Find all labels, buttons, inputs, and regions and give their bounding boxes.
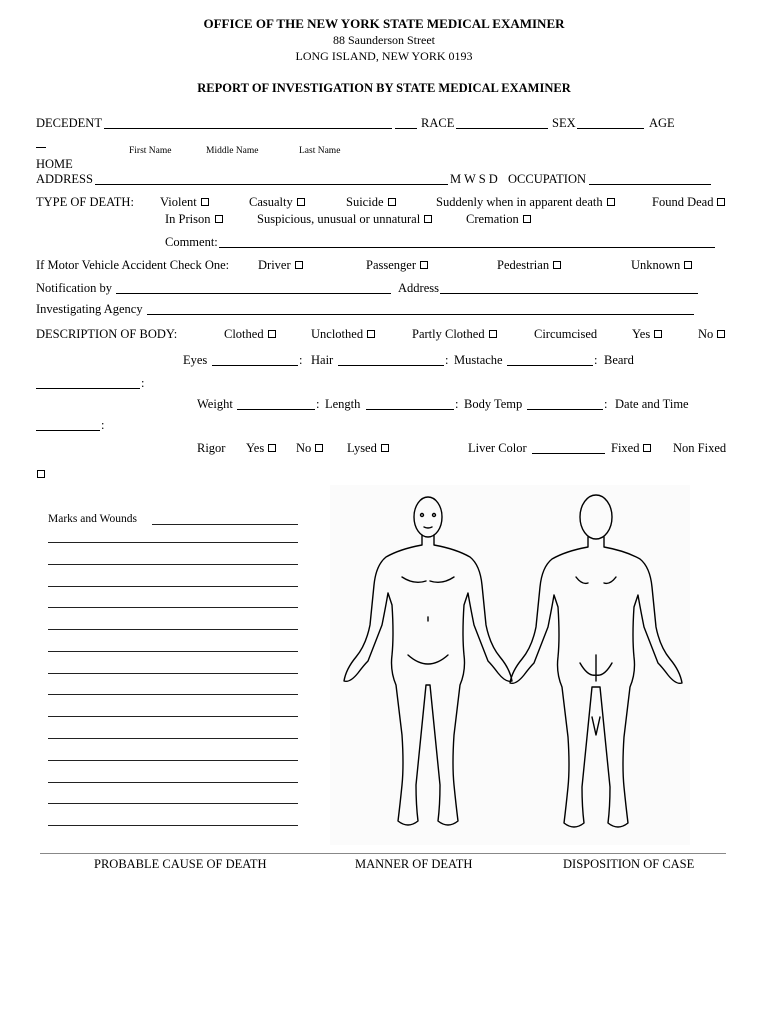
marks-line-0[interactable]: [152, 524, 298, 525]
circumcised-yes-option[interactable]: [632, 328, 662, 341]
lysed-checkbox[interactable]: [381, 444, 389, 452]
passenger-checkbox[interactable]: [420, 261, 428, 269]
body-temp-colon: :: [604, 397, 608, 411]
circumcised-no-label: No: [698, 327, 714, 341]
beard-label: Beard: [604, 353, 634, 367]
weight-colon: :: [316, 397, 320, 411]
marks-line-8[interactable]: [48, 694, 298, 695]
decedent-label: DECEDENT: [36, 116, 102, 130]
marks-line-6[interactable]: [48, 651, 298, 652]
office-city: LONG ISLAND, NEW YORK 0193: [295, 49, 473, 63]
body-diagram: [330, 485, 690, 845]
eyes-field[interactable]: [212, 365, 298, 366]
suicide-label: Suicide: [346, 195, 384, 209]
suddenly-option[interactable]: [436, 196, 615, 209]
circumcised-yes-label: Yes: [632, 327, 651, 341]
violent-checkbox[interactable]: [201, 198, 209, 206]
clothed-option[interactable]: [224, 328, 276, 341]
hair-field[interactable]: [338, 365, 444, 366]
suddenly-label: Suddenly when in apparent death: [436, 195, 603, 209]
passenger-label: Passenger: [366, 258, 416, 272]
mustache-field[interactable]: [507, 365, 593, 366]
circumcised-yes-checkbox[interactable]: [654, 330, 662, 338]
length-colon: :: [455, 397, 459, 411]
partly-clothed-checkbox[interactable]: [489, 330, 497, 338]
marks-line-5[interactable]: [48, 629, 298, 630]
race-field[interactable]: [456, 128, 548, 129]
suspicious-option[interactable]: [257, 213, 432, 226]
manner-of-death-label: MANNER OF DEATH: [355, 857, 473, 871]
circumcised-no-checkbox[interactable]: [717, 330, 725, 338]
found-dead-checkbox[interactable]: [717, 198, 725, 206]
fixed-checkbox[interactable]: [643, 444, 651, 452]
hair-colon: :: [445, 353, 449, 367]
liver-color-label: Liver Color: [468, 441, 527, 455]
cremation-option[interactable]: [466, 213, 531, 226]
marks-line-9[interactable]: [48, 716, 298, 717]
race-label: RACE: [421, 116, 455, 130]
fixed-option[interactable]: [611, 442, 651, 455]
diagram-background: [330, 485, 690, 845]
marks-line-3[interactable]: [48, 586, 298, 587]
unknown-option[interactable]: [631, 259, 692, 272]
hair-label: Hair: [311, 353, 334, 367]
circumcised-no-option[interactable]: [698, 328, 725, 341]
pedestrian-checkbox[interactable]: [553, 261, 561, 269]
office-street: 88 Saunderson Street: [333, 33, 435, 47]
marks-line-4[interactable]: [48, 607, 298, 608]
liver-color-field[interactable]: [532, 453, 605, 454]
occupation-label: OCCUPATION: [508, 172, 587, 186]
passenger-option[interactable]: [366, 259, 428, 272]
partly-clothed-option[interactable]: [412, 328, 497, 341]
clothed-checkbox[interactable]: [268, 330, 276, 338]
length-field[interactable]: [366, 409, 454, 410]
footer-divider: [40, 853, 726, 854]
length-label: Length: [325, 397, 361, 411]
comment-field[interactable]: [219, 247, 715, 248]
motor-vehicle-label: If Motor Vehicle Accident Check One:: [36, 258, 230, 272]
suddenly-checkbox[interactable]: [607, 198, 615, 206]
lysed-option[interactable]: [347, 442, 389, 455]
description-of-body-label: DESCRIPTION OF BODY:: [36, 327, 178, 341]
cremation-label: Cremation: [466, 212, 519, 226]
marks-line-1[interactable]: [48, 542, 298, 543]
rigor-yes-label: Yes: [246, 441, 265, 455]
violent-option[interactable]: [160, 196, 209, 209]
eyes-label: Eyes: [183, 353, 208, 367]
first-name-caption: First Name: [129, 146, 172, 156]
last-name-caption: Last Name: [299, 146, 341, 156]
non-fixed-checkbox[interactable]: [37, 470, 45, 478]
cremation-checkbox[interactable]: [523, 215, 531, 223]
in-prison-option[interactable]: [165, 213, 223, 226]
beard-colon: :: [141, 376, 145, 390]
found-dead-label: Found Dead: [652, 195, 714, 209]
pedestrian-option[interactable]: [497, 259, 561, 272]
driver-option[interactable]: [258, 259, 303, 272]
agency-label: Investigating Agency: [36, 302, 143, 316]
age-label: AGE: [649, 116, 675, 130]
date-time-label: Date and Time: [615, 397, 689, 411]
unclothed-checkbox[interactable]: [367, 330, 375, 338]
found-dead-option[interactable]: [652, 196, 725, 209]
casualty-label: Casualty: [249, 195, 293, 209]
unclothed-option[interactable]: [311, 328, 375, 341]
marks-line-10[interactable]: [48, 738, 298, 739]
rigor-label: Rigor: [197, 441, 226, 455]
non-fixed-label: Non Fixed: [673, 441, 727, 455]
occupation-field[interactable]: [589, 184, 711, 185]
marks-line-7[interactable]: [48, 673, 298, 674]
marital-status[interactable]: M W S D: [450, 172, 498, 186]
address-label: ADDRESS: [36, 172, 93, 186]
age-field[interactable]: [36, 147, 46, 148]
comment-label: Comment:: [165, 235, 218, 249]
mustache-colon: :: [594, 353, 598, 367]
date-time-colon: :: [101, 418, 105, 432]
casualty-option[interactable]: [249, 196, 305, 209]
notification-by-label: Notification by: [36, 281, 113, 295]
in-prison-label: In Prison: [165, 212, 211, 226]
unclothed-label: Unclothed: [311, 327, 364, 341]
partly-clothed-label: Partly Clothed: [412, 327, 485, 341]
middle-name-caption: Middle Name: [206, 146, 259, 156]
probable-cause-label: PROBABLE CAUSE OF DEATH: [94, 857, 267, 871]
weight-field[interactable]: [237, 409, 315, 410]
fixed-label: Fixed: [611, 441, 640, 455]
disposition-label: DISPOSITION OF CASE: [563, 857, 695, 871]
unknown-label: Unknown: [631, 258, 681, 272]
marks-line-12[interactable]: [48, 782, 298, 783]
circumcised-label: Circumcised: [534, 327, 598, 341]
rigor-no-label: No: [296, 441, 312, 455]
report-title: REPORT OF INVESTIGATION BY STATE MEDICAL EXAMINER: [197, 81, 571, 95]
decedent-extra-field[interactable]: [395, 128, 417, 129]
marks-line-2[interactable]: [48, 564, 298, 565]
in-prison-checkbox[interactable]: [215, 215, 223, 223]
casualty-checkbox[interactable]: [297, 198, 305, 206]
suicide-checkbox[interactable]: [388, 198, 396, 206]
notification-address-label: Address: [398, 281, 439, 295]
suspicious-checkbox[interactable]: [424, 215, 432, 223]
rigor-yes-option[interactable]: [246, 442, 276, 455]
eyes-colon: :: [299, 353, 303, 367]
clothed-label: Clothed: [224, 327, 264, 341]
non-fixed-option[interactable]: [36, 468, 45, 481]
mustache-label: Mustache: [454, 353, 503, 367]
marks-wounds-label: Marks and Wounds: [48, 513, 137, 525]
violent-label: Violent: [160, 195, 197, 209]
marks-line-13[interactable]: [48, 803, 298, 804]
marks-line-14[interactable]: [48, 825, 298, 826]
beard-field[interactable]: [36, 388, 140, 389]
body-temp-label: Body Temp: [464, 397, 523, 411]
notification-address-field[interactable]: [440, 293, 698, 294]
marks-line-11[interactable]: [48, 760, 298, 761]
office-title: OFFICE OF THE NEW YORK STATE MEDICAL EXAMINER: [203, 16, 565, 31]
lysed-label: Lysed: [347, 441, 377, 455]
driver-checkbox[interactable]: [295, 261, 303, 269]
date-time-field[interactable]: [36, 430, 100, 431]
weight-label: Weight: [197, 397, 233, 411]
rigor-no-checkbox[interactable]: [315, 444, 323, 452]
decedent-name-field[interactable]: [104, 128, 392, 129]
rigor-no-option[interactable]: [296, 442, 323, 455]
unknown-checkbox[interactable]: [684, 261, 692, 269]
sex-field[interactable]: [577, 128, 644, 129]
type-of-death-label: TYPE OF DEATH:: [36, 195, 134, 209]
home-address-field[interactable]: [95, 184, 448, 185]
pedestrian-label: Pedestrian: [497, 258, 550, 272]
body-temp-field[interactable]: [527, 409, 603, 410]
suspicious-label: Suspicious, unusual or unnatural: [257, 212, 421, 226]
suicide-option[interactable]: [346, 196, 396, 209]
rigor-yes-checkbox[interactable]: [268, 444, 276, 452]
home-label: HOME: [36, 157, 73, 171]
driver-label: Driver: [258, 258, 291, 272]
sex-label: SEX: [552, 116, 576, 130]
agency-field[interactable]: [147, 314, 694, 315]
notification-by-field[interactable]: [116, 293, 391, 294]
